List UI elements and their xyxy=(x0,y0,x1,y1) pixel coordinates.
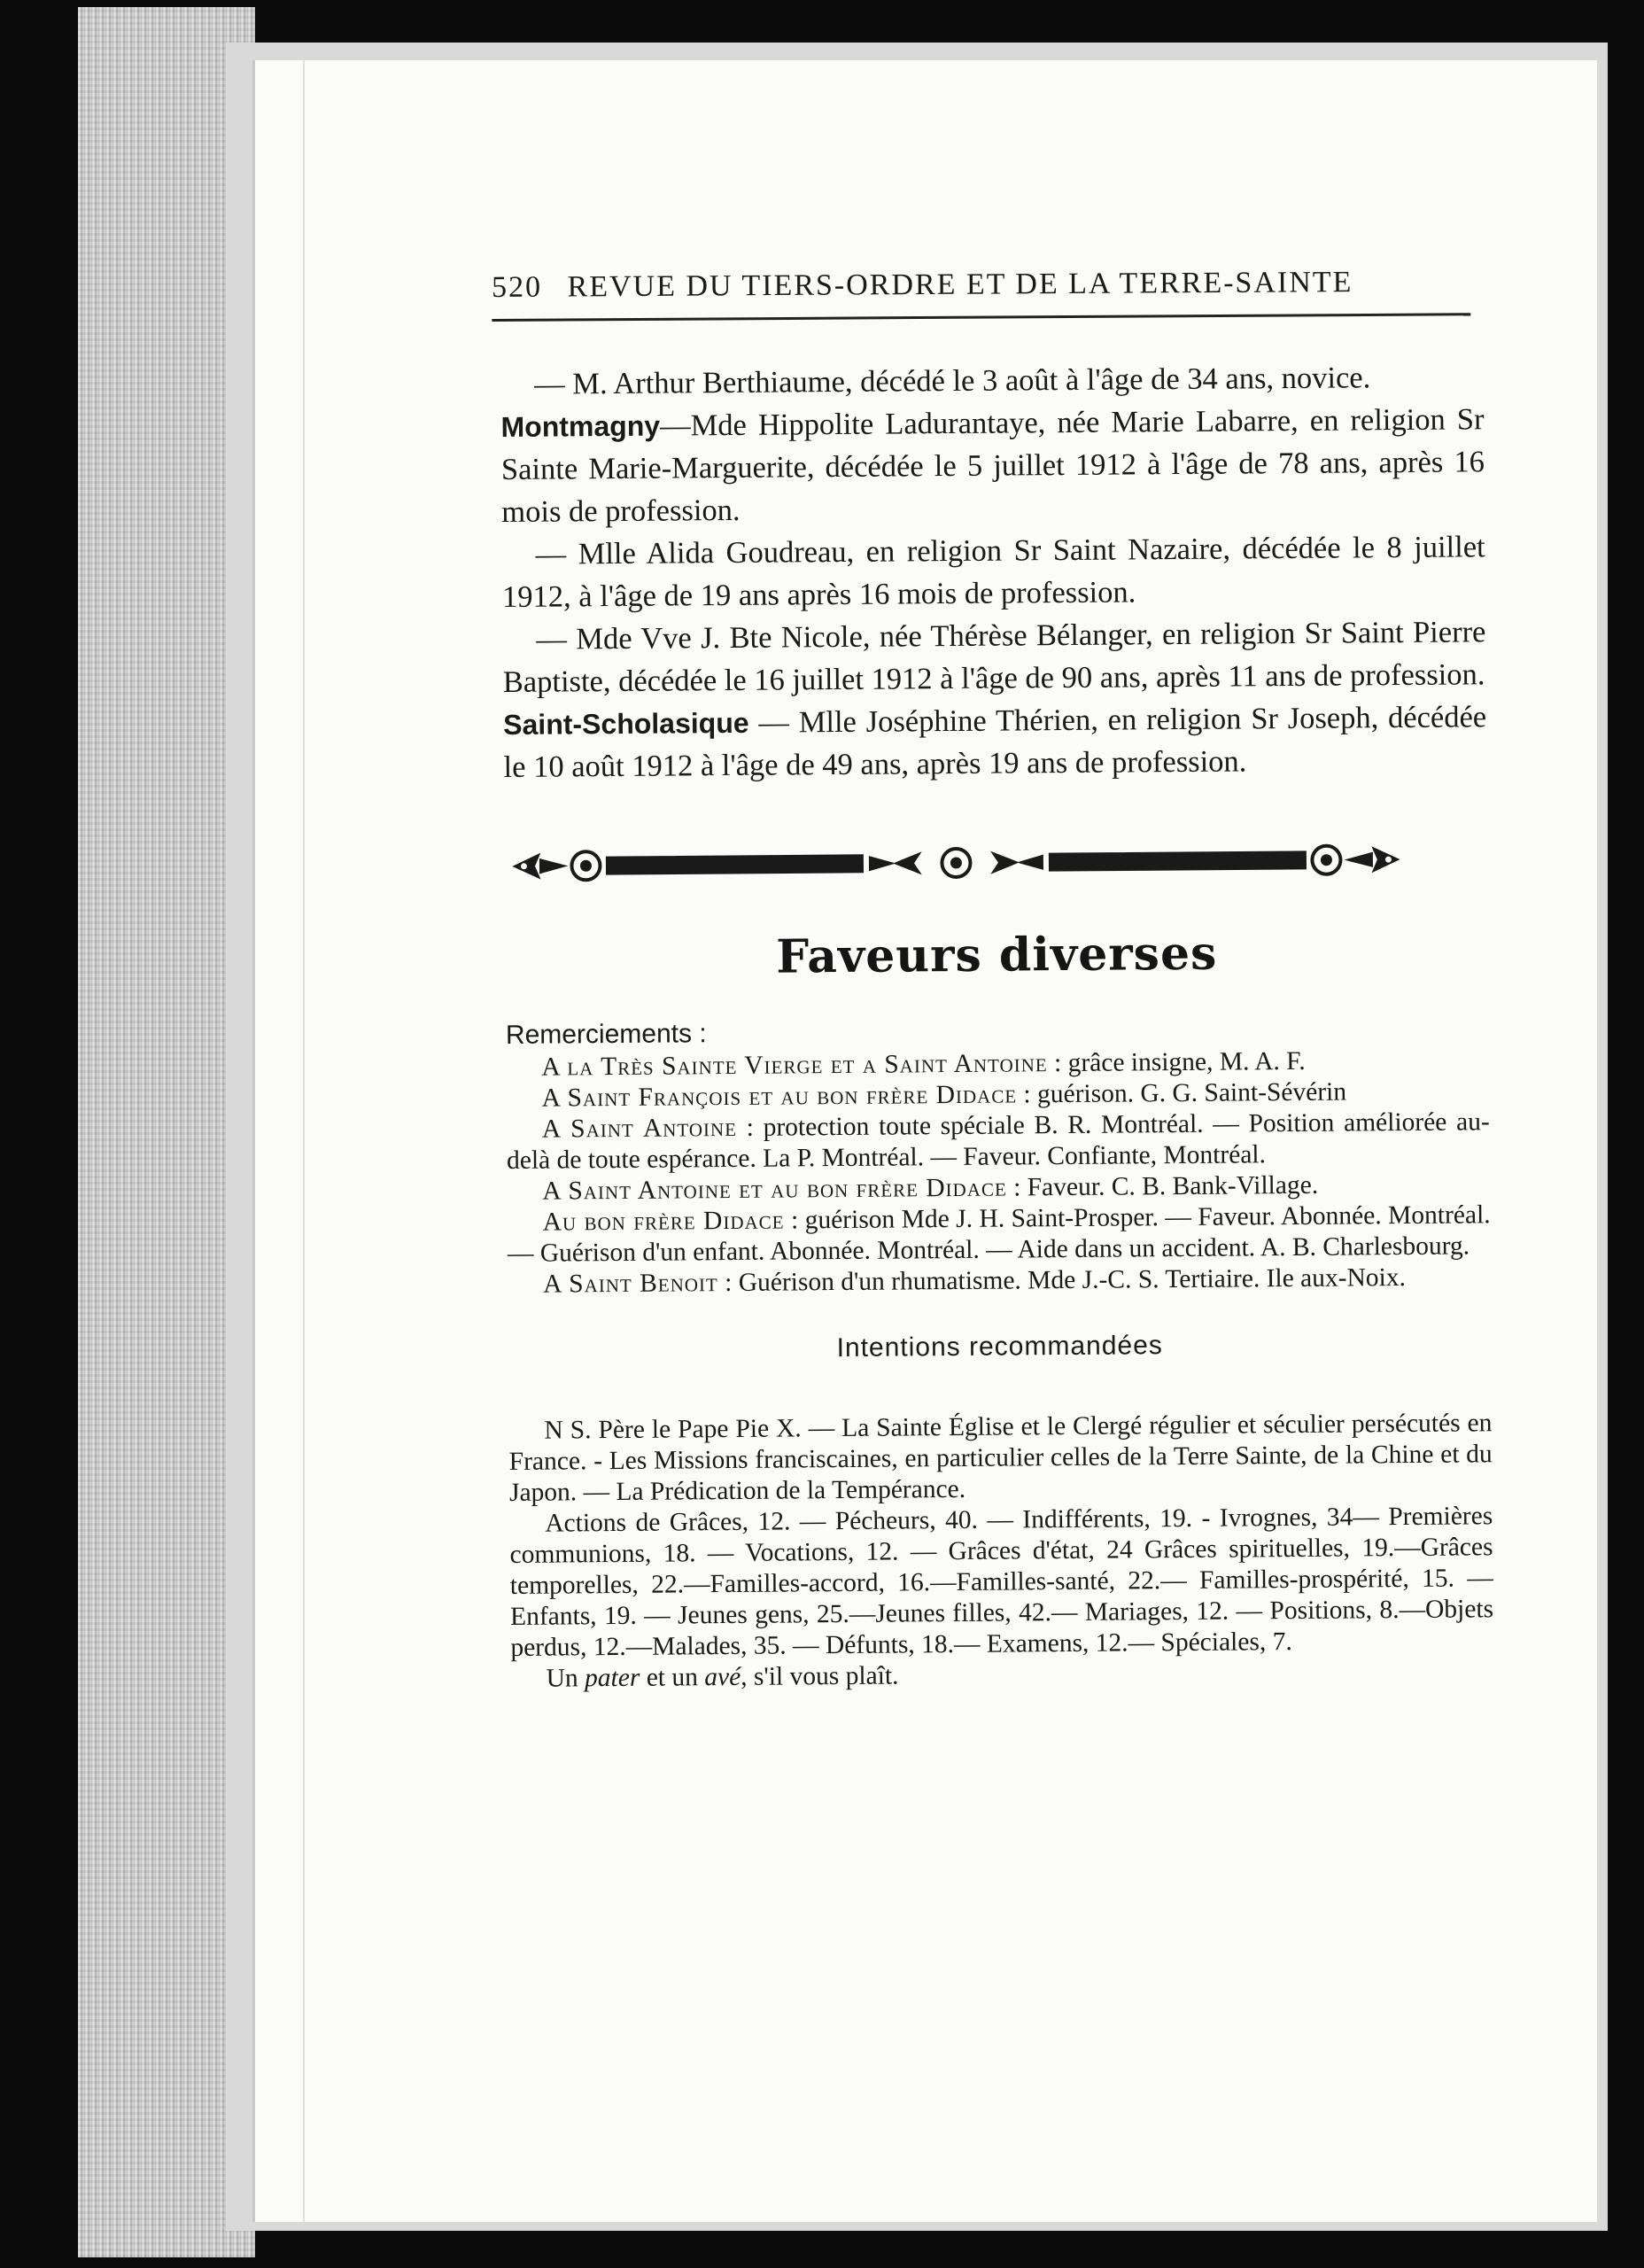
dedication: A Saint Antoine xyxy=(541,1113,738,1144)
section-title-faveurs: Faveurs diverses xyxy=(775,926,1218,984)
obituary-text: — Mlle Alida Goudreau, en religion Sr Saint Nazaire, décédée le 8 juillet 1912, à l'âge de 19 ans après 16 mois de profession. xyxy=(501,530,1485,614)
obituary-entry xyxy=(502,525,1486,618)
remerciements-section xyxy=(506,1012,1491,1301)
closing-pater: pater xyxy=(584,1663,640,1693)
decorative-ornament-divider xyxy=(504,832,1487,893)
obituary-text: — Mde Vve J. Bte Nicole, née Thérèse Bélanger, en religion Sr Saint Pierre Baptiste, décédée le 16 juillet 1912 à l'âge de 90 ans, après 11 ans de profession. xyxy=(502,615,1486,699)
running-title: REVUE DU TIERS-ORDRE ET DE LA TERRE-SAINTE xyxy=(567,266,1353,304)
remerciement-entry xyxy=(507,1107,1491,1177)
dedication: A Saint Benoit xyxy=(543,1269,718,1299)
running-header xyxy=(492,265,1470,322)
entry-text: : Faveur. C. B. Bank-Village. xyxy=(1006,1170,1319,1202)
section-title-intentions: Intentions recommandées xyxy=(836,1331,1163,1363)
entry-text: : guérison Mde J. H. Saint-Prosper. — Faveur. Abonnée. Montréal. — Guérison d'un enfant. Abonnée. Montréal. — Aide dans un accident. A. B. Charlesbourg. xyxy=(507,1200,1491,1268)
closing-text: Un xyxy=(546,1664,585,1693)
obituary-place: Montmagny xyxy=(500,409,661,443)
page-number: 520 xyxy=(492,270,543,304)
obituary-place: Saint-Scholasique xyxy=(503,706,749,741)
dedication: A la Très Sainte Vierge et a Saint Antoine xyxy=(541,1049,1048,1082)
entry-text: : protection toute spéciale B. R. Montréal. — Position améliorée au-delà de toute espérance. La P. Montréal. — Faveur. Confiante, Montréal. xyxy=(506,1107,1490,1175)
remerciement-entry xyxy=(508,1262,1491,1301)
entry-text: : Guérison d'un rhumatisme. Mde J.-C. S. Tertiaire. Ile aux-Noix. xyxy=(717,1263,1407,1298)
closing-text: et un xyxy=(640,1663,705,1692)
remerciements-heading: Remerciements : xyxy=(505,1019,707,1050)
entry-text: : grâce insigne, M. A. F. xyxy=(1047,1046,1306,1078)
obituaries-section xyxy=(500,355,1487,788)
closing-ave: avé xyxy=(704,1662,741,1692)
obituary-text: — Mlle Joséphine Thérien, en religion Sr Joseph, décédée le 10 août 1912 à l'âge de 49 ans, après 19 ans de profession. xyxy=(503,700,1487,784)
dedication: A Saint Antoine et au bon frère Didace xyxy=(542,1173,1007,1206)
obituary-text: —Mde Hippolite Ladurantaye, née Marie Labarre, en religion Sr Sainte Marie-Marguerite, décédée le 5 juillet 1912 à l'âge de 78 ans, après 16 mois de profession. xyxy=(500,402,1485,529)
remerciement-entry xyxy=(507,1200,1491,1270)
dedication: Au bon frère Didace xyxy=(542,1206,785,1237)
page-content xyxy=(500,355,1494,1695)
obituary-entry xyxy=(502,610,1486,703)
entry-text: : guérison. G. G. Saint-Sévérin xyxy=(1016,1077,1347,1109)
obituary-entry xyxy=(503,695,1487,788)
ornament-icon xyxy=(504,832,1478,893)
intentions-paragraph: N S. Père le Pape Pie X. — La Sainte Église et le Clergé régulier et séculier persécutés en France. - Les Missions franciscaines, en particulier celles de la Terre Sainte, de la Chine et du Japon. — La Prédication de la Tempérance. xyxy=(508,1409,1493,1507)
intentions-section xyxy=(508,1408,1493,1695)
obituary-entry xyxy=(500,398,1485,533)
intentions-counts-paragraph: Actions de Grâces, 12. — Pécheurs, 40. — Indifférents, 19. - Ivrognes, 34— Premières communions, 18. — Vocations, 12. — Grâces d'état, 24 Grâces spirituelles, 19.—Grâces temporelles, 22.—Familles-accord, 16.—Familles-santé, 22.— Familles-prospérité, 15. — Enfants, 19. — Jeunes gens, 25.—Jeunes filles, 42.— Mariages, 12. — Positions, 8.—Objets perdus, 12.—Malades, 35. — Défunts, 18.— Examens, 12.— Spéciales, 7. xyxy=(509,1502,1494,1662)
obituary-text: — M. Arthur Berthiaume, décédé le 3 août à l'âge de 34 ans, novice. xyxy=(534,361,1371,401)
obituary-entry xyxy=(500,355,1484,406)
closing-text: , s'il vous plaît. xyxy=(741,1661,899,1691)
page-gutter-line xyxy=(303,60,305,2222)
dedication: A Saint François et au bon frère Didace xyxy=(541,1080,1018,1113)
